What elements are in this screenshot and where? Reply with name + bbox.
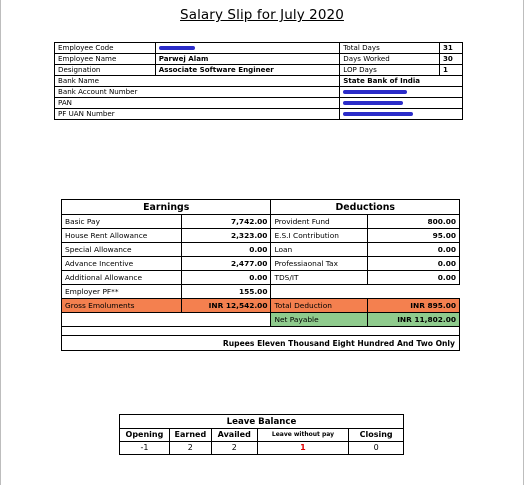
info-row: [55, 98, 463, 109]
net-payable-value: INR 11,802.00: [368, 313, 460, 327]
leave-without-pay-value: 1: [257, 442, 349, 455]
amount-in-words: Rupees Eleven Thousand Eight Hundred And Two Only: [62, 336, 460, 351]
redacted-value: [343, 90, 407, 94]
bank-account-value: [340, 87, 463, 98]
earning-amount: 7,742.00: [181, 215, 271, 229]
earning-label: Advance Incentive: [62, 257, 182, 271]
earning-amount: 2,477.00: [181, 257, 271, 271]
leave-col-opening: Opening: [120, 429, 170, 442]
pay-row: [62, 215, 460, 229]
empty-cell: [62, 313, 182, 327]
net-row: [62, 313, 460, 327]
deduction-label: Professiaonal Tax: [271, 257, 368, 271]
pay-row: [62, 271, 460, 285]
pay-row: [62, 229, 460, 243]
deduction-amount: 0.00: [368, 257, 460, 271]
leave-values-row: [120, 442, 404, 455]
deductions-heading: Deductions: [271, 200, 460, 215]
deduction-label: E.S.I Contribution: [271, 229, 368, 243]
pf-uan-value: [340, 109, 463, 120]
redacted-value: [343, 101, 403, 105]
info-label: Bank Account Number: [55, 87, 340, 98]
empty-cell: [271, 285, 368, 299]
earning-label: Additional Allowance: [62, 271, 182, 285]
slip-title: Salary Slip for July 2020: [180, 7, 344, 23]
lop-days-value: 1: [440, 65, 463, 76]
info-label: LOP Days: [340, 65, 440, 76]
earning-amount: 0.00: [181, 243, 271, 257]
empty-cell: [368, 285, 460, 299]
deduction-label: Loan: [271, 243, 368, 257]
leave-col-earned: Earned: [169, 429, 211, 442]
earning-label: Employer PF**: [62, 285, 182, 299]
leave-availed-value: 2: [211, 442, 257, 455]
earning-label: House Rent Allowance: [62, 229, 182, 243]
leave-closing-value: 0: [349, 442, 404, 455]
leave-title: Leave Balance: [120, 415, 404, 429]
info-label: Bank Name: [55, 76, 340, 87]
pay-row: [62, 285, 460, 299]
redacted-value: [159, 46, 195, 50]
total-deduction-value: INR 895.00: [368, 299, 460, 313]
info-label: Employee Name: [55, 54, 156, 65]
empty-cell: [62, 327, 460, 336]
empty-cell: [181, 313, 271, 327]
info-label: Designation: [55, 65, 156, 76]
earnings-deductions-table: [61, 199, 460, 351]
info-label: Total Days: [340, 43, 440, 54]
deduction-label: Provident Fund: [271, 215, 368, 229]
info-label: Days Worked: [340, 54, 440, 65]
redacted-value: [343, 112, 413, 116]
pay-row: [62, 257, 460, 271]
employee-info-table: [54, 42, 463, 120]
info-label: PF UAN Number: [55, 109, 340, 120]
leave-col-without-pay: Leave without pay: [257, 429, 349, 442]
amount-words-row: [62, 336, 460, 351]
days-worked-value: 30: [440, 54, 463, 65]
deduction-amount: 800.00: [368, 215, 460, 229]
info-row: [55, 54, 463, 65]
leave-balance-table: [119, 414, 404, 455]
info-label: PAN: [55, 98, 340, 109]
table-header-row: [62, 200, 460, 215]
deduction-amount: 95.00: [368, 229, 460, 243]
leave-columns-row: [120, 429, 404, 442]
totals-row: [62, 299, 460, 313]
earning-label: Basic Pay: [62, 215, 182, 229]
designation-value: Associate Software Engineer: [155, 65, 340, 76]
earning-amount: 2,323.00: [181, 229, 271, 243]
leave-col-availed: Availed: [211, 429, 257, 442]
info-label: Employee Code: [55, 43, 156, 54]
leave-col-closing: Closing: [349, 429, 404, 442]
left-border: [0, 0, 1, 485]
info-row: [55, 109, 463, 120]
info-row: [55, 76, 463, 87]
bank-name-value: State Bank of India: [340, 76, 463, 87]
deduction-amount: 0.00: [368, 271, 460, 285]
spacer-row: [62, 327, 460, 336]
net-payable-label: Net Payable: [271, 313, 368, 327]
deduction-amount: 0.00: [368, 243, 460, 257]
leave-header-row: [120, 415, 404, 429]
total-deduction-label: Total Deduction: [271, 299, 368, 313]
pay-row: [62, 243, 460, 257]
earning-label: Special Allowance: [62, 243, 182, 257]
leave-earned-value: 2: [169, 442, 211, 455]
employee-name-value: Parwej Alam: [155, 54, 340, 65]
employee-code-value: [155, 43, 340, 54]
earnings-heading: Earnings: [62, 200, 271, 215]
deduction-label: TDS/IT: [271, 271, 368, 285]
pan-value: [340, 98, 463, 109]
leave-opening-value: -1: [120, 442, 170, 455]
total-days-value: 31: [440, 43, 463, 54]
info-row: [55, 65, 463, 76]
earning-amount: 0.00: [181, 271, 271, 285]
info-row: [55, 43, 463, 54]
gross-label: Gross Emoluments: [62, 299, 182, 313]
gross-value: INR 12,542.00: [181, 299, 271, 313]
info-row: [55, 87, 463, 98]
earning-amount: 155.00: [181, 285, 271, 299]
